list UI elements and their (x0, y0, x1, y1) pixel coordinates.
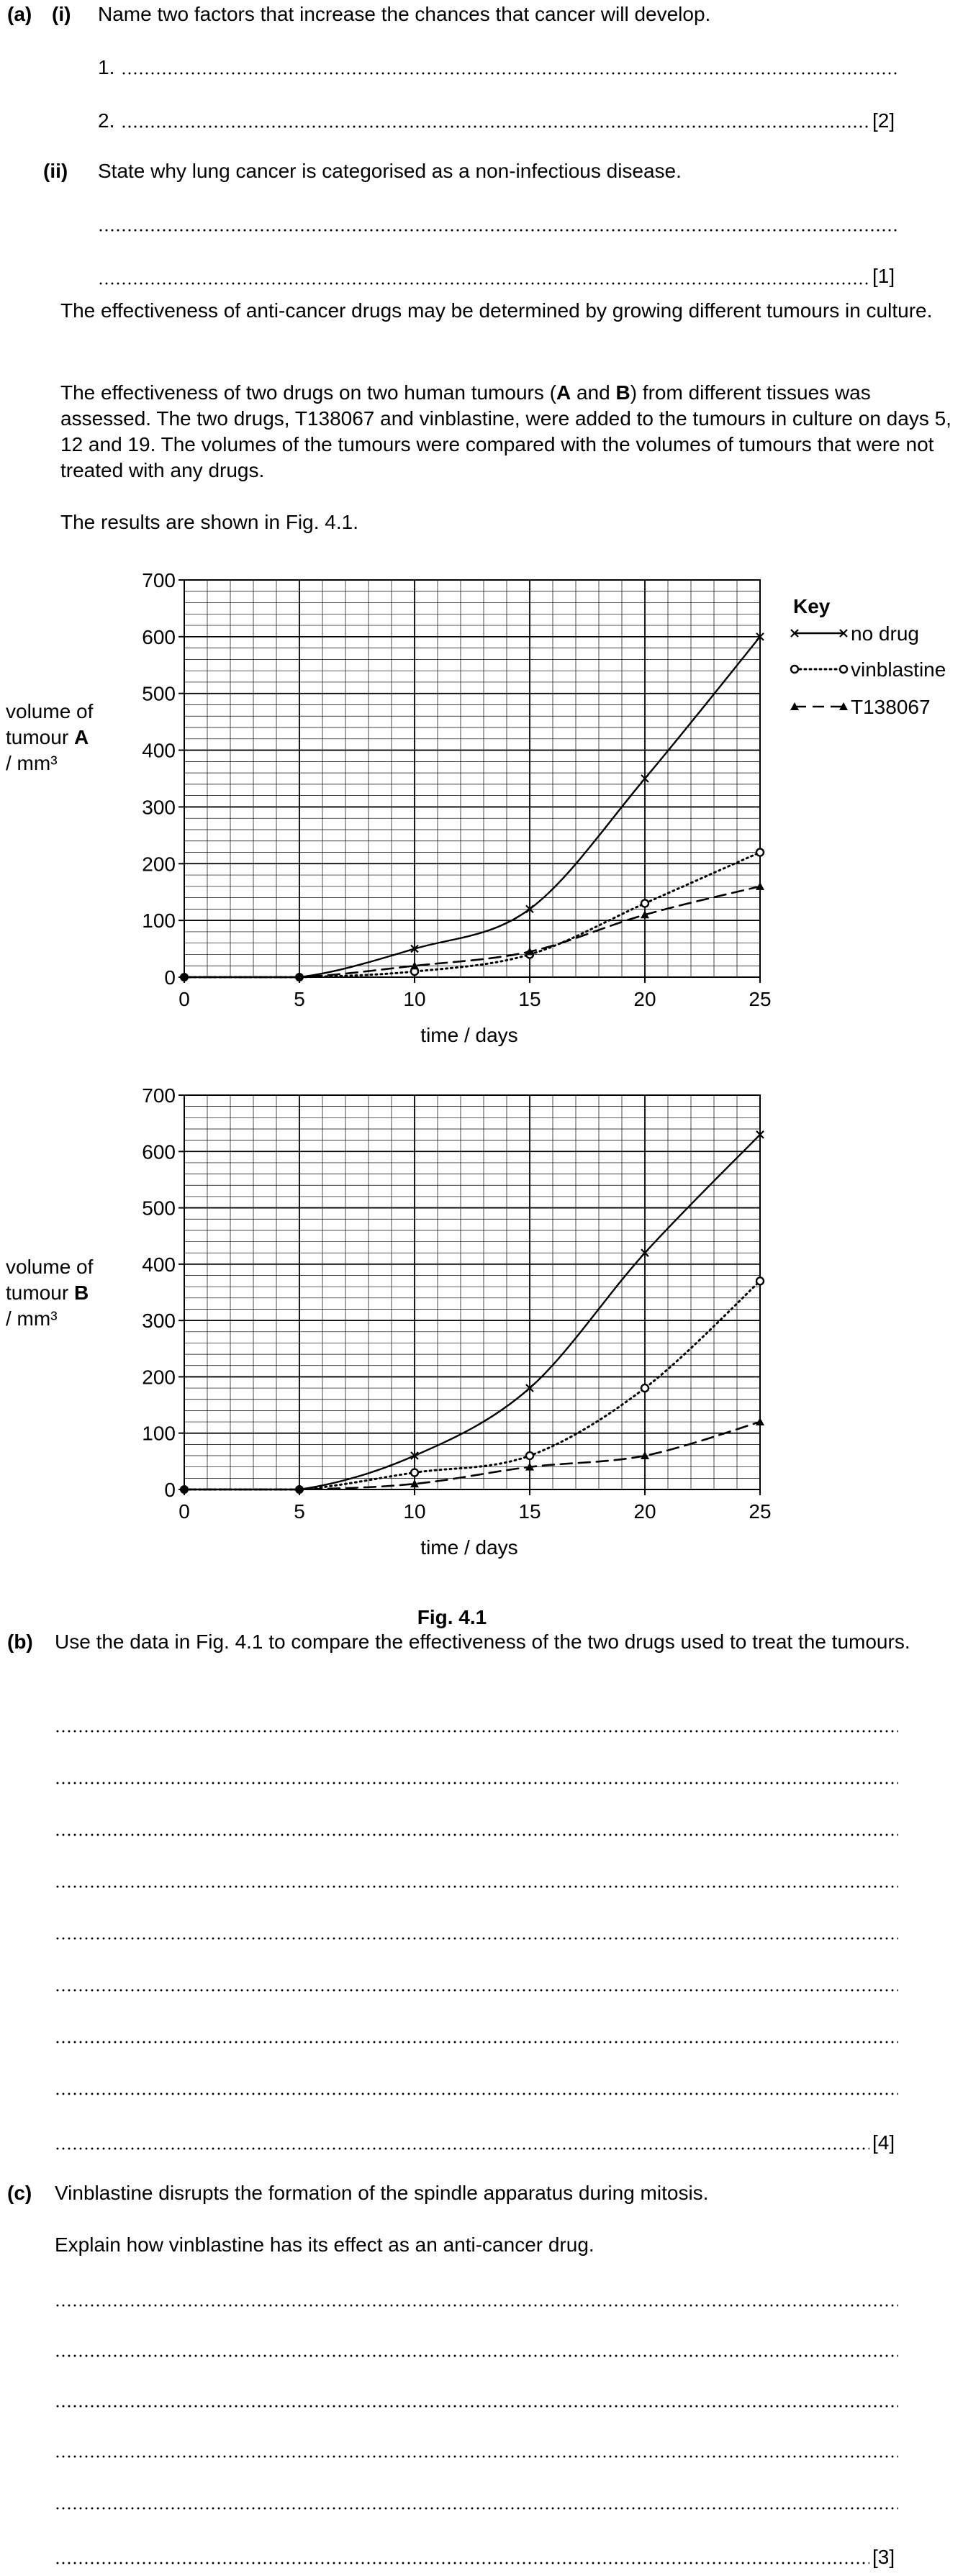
answer-line-b-8[interactable] (55, 2092, 898, 2095)
chart-a-ylabel-tumour: tumour (6, 726, 69, 748)
chart-b-ytick-label: 400 (142, 1253, 176, 1276)
answer-line-1-number: 1. (98, 56, 115, 78)
intro2-pre: The effectiveness of two drugs on two human tumours ( (60, 381, 556, 404)
part-a-ii-label: (ii) (43, 160, 68, 182)
key-t138067-label: T138067 (851, 696, 931, 718)
chart-b-ytick-label: 100 (142, 1422, 176, 1445)
chart-a-ylabel-line1: volume of (6, 700, 94, 722)
part-a-ii-question: State why lung cancer is categorised as a non-infectious disease. (98, 160, 682, 182)
chart-tumour-b (6, 1084, 772, 1559)
chart-a-origin-point (295, 973, 304, 981)
chart-a-ylabel-unit: / mm³ (6, 752, 58, 774)
chart-a-ylabel-letter: A (73, 726, 89, 748)
chart-a-ytick-label: 100 (142, 910, 176, 933)
answer-line-a-i-2[interactable] (121, 125, 869, 128)
chart-b-ytick-label: 600 (142, 1140, 176, 1164)
intro-paragraph-2 (60, 380, 960, 484)
part-a-label: (a) (7, 3, 32, 25)
part-a-i-question: Name two factors that increase the chances that cancer will develop. (98, 3, 711, 25)
answer-line-2-number: 2. (98, 109, 115, 132)
chart-b-series-vinblastine (184, 1281, 760, 1489)
chart-a-xtick-label: 0 (178, 988, 190, 1010)
chart-b-ytick-label: 700 (142, 1084, 176, 1107)
chart-b-xtick-label: 25 (749, 1500, 772, 1523)
answer-line-b-7[interactable] (55, 2041, 898, 2044)
chart-b-ylabel-line2 (6, 1282, 89, 1304)
part-b-mark: [4] (872, 2131, 895, 2154)
chart-b-xtick-label: 15 (518, 1500, 541, 1523)
figure-4-1 (0, 554, 963, 1705)
chart-b-ylabel-line1: volume of (6, 1256, 94, 1278)
answer-line-c-6[interactable] (55, 2562, 869, 2564)
chart-a-key (793, 595, 946, 718)
chart-b-ylabel-unit: / mm³ (6, 1307, 58, 1330)
key-title: Key (793, 595, 831, 617)
answer-line-b-1[interactable] (55, 1730, 898, 1733)
answer-line-c-1[interactable] (55, 2304, 898, 2307)
answer-line-c-5[interactable] (55, 2507, 898, 2510)
chart-b-xtick-label: 0 (178, 1500, 190, 1523)
chart-a-ytick-label: 0 (164, 966, 176, 989)
chart-b-series-no-drug (184, 1135, 760, 1489)
answer-line-c-2[interactable] (55, 2354, 898, 2357)
chart-b-xtick-label: 20 (633, 1500, 656, 1523)
answer-line-a-ii-2[interactable] (98, 282, 869, 285)
answer-line-b-4[interactable] (55, 1885, 898, 1888)
answer-line-b-3[interactable] (55, 1833, 898, 1836)
chart-b-xtick-label: 5 (294, 1500, 305, 1523)
chart-a-origin-point (180, 973, 189, 981)
chart-b-ylabel-letter: B (73, 1282, 89, 1304)
chart-a-xtick-label: 10 (403, 988, 426, 1010)
answer-line-b-6[interactable] (55, 1989, 898, 1992)
part-c-label: (c) (7, 2182, 32, 2204)
intro-paragraph-1: The effectiveness of anti-cancer drugs may be determined by growing different tumours in culture. (60, 299, 933, 322)
chart-b-ytick-label: 300 (142, 1310, 176, 1333)
answer-line-b-2[interactable] (55, 1782, 898, 1784)
intro2-tumour-b: B (615, 381, 630, 404)
chart-a-ytick-label: 200 (142, 853, 176, 876)
part-a-ii-mark: [1] (872, 265, 895, 287)
part-b-label: (b) (7, 1631, 33, 1653)
chart-b-plot-frame (184, 1095, 760, 1489)
chart-a-plot-frame (184, 580, 760, 977)
answer-line-a-ii-1[interactable] (98, 229, 898, 232)
chart-b-ytick-label: 500 (142, 1197, 176, 1220)
chart-a-ytick-label: 300 (142, 796, 176, 819)
answer-line-c-4[interactable] (55, 2455, 898, 2458)
part-c-mark: [3] (872, 2546, 895, 2568)
chart-b-origin-point (295, 1485, 304, 1494)
intro2-tumour-a: A (556, 381, 571, 404)
chart-a-xtick-label: 15 (518, 988, 541, 1010)
part-a-i-mark: [2] (872, 109, 895, 132)
key-no-drug-label: no drug (851, 622, 919, 645)
chart-b-ytick-label: 0 (164, 1479, 176, 1501)
answer-line-c-3[interactable] (55, 2405, 898, 2408)
figure-caption: Fig. 4.1 (417, 1606, 487, 1628)
key-vinblastine-label: vinblastine (851, 658, 946, 681)
results-sentence: The results are shown in Fig. 4.1. (60, 511, 358, 533)
chart-a-ytick-label: 600 (142, 625, 176, 648)
answer-line-b-9[interactable] (55, 2147, 869, 2150)
chart-a-series-vinblastine (184, 853, 760, 977)
chart-a-ytick-label: 700 (142, 569, 176, 591)
part-a-i-label: (i) (52, 3, 71, 25)
chart-b-origin-point (180, 1485, 189, 1494)
chart-b-ylabel-tumour: tumour (6, 1282, 69, 1304)
part-b-question: Use the data in Fig. 4.1 to compare the effectiveness of the two drugs used to treat the tumours. (55, 1631, 910, 1653)
intro2-post: ) from different tissues was assessed. The two drugs, T138067 and vinblastine, were added to the tumours in culture on days 5, 12 and 19. The volumes of the tumours were compared with the volumes of tumours that were not treated with any drugs. (60, 381, 951, 481)
chart-a-ytick-label: 400 (142, 739, 176, 762)
intro2-and: and (571, 381, 616, 404)
chart-a-xtick-label: 25 (749, 988, 772, 1010)
chart-b-ytick-label: 200 (142, 1366, 176, 1389)
chart-a-ylabel-line2 (6, 726, 89, 748)
chart-a-xlabel: time / days (420, 1024, 518, 1046)
answer-line-a-i-1[interactable] (121, 72, 898, 75)
chart-a-xtick-label: 5 (294, 988, 305, 1010)
chart-b-xtick-label: 10 (403, 1500, 426, 1523)
chart-tumour-a (6, 569, 946, 1046)
part-c-statement: Vinblastine disrupts the formation of the spindle apparatus during mitosis. (55, 2182, 709, 2204)
answer-line-b-5[interactable] (55, 1937, 898, 1940)
chart-a-xtick-label: 20 (633, 988, 656, 1010)
chart-b-xlabel: time / days (420, 1536, 518, 1559)
part-c-question: Explain how vinblastine has its effect as an anti-cancer drug. (55, 2233, 594, 2256)
chart-a-ytick-label: 500 (142, 682, 176, 705)
